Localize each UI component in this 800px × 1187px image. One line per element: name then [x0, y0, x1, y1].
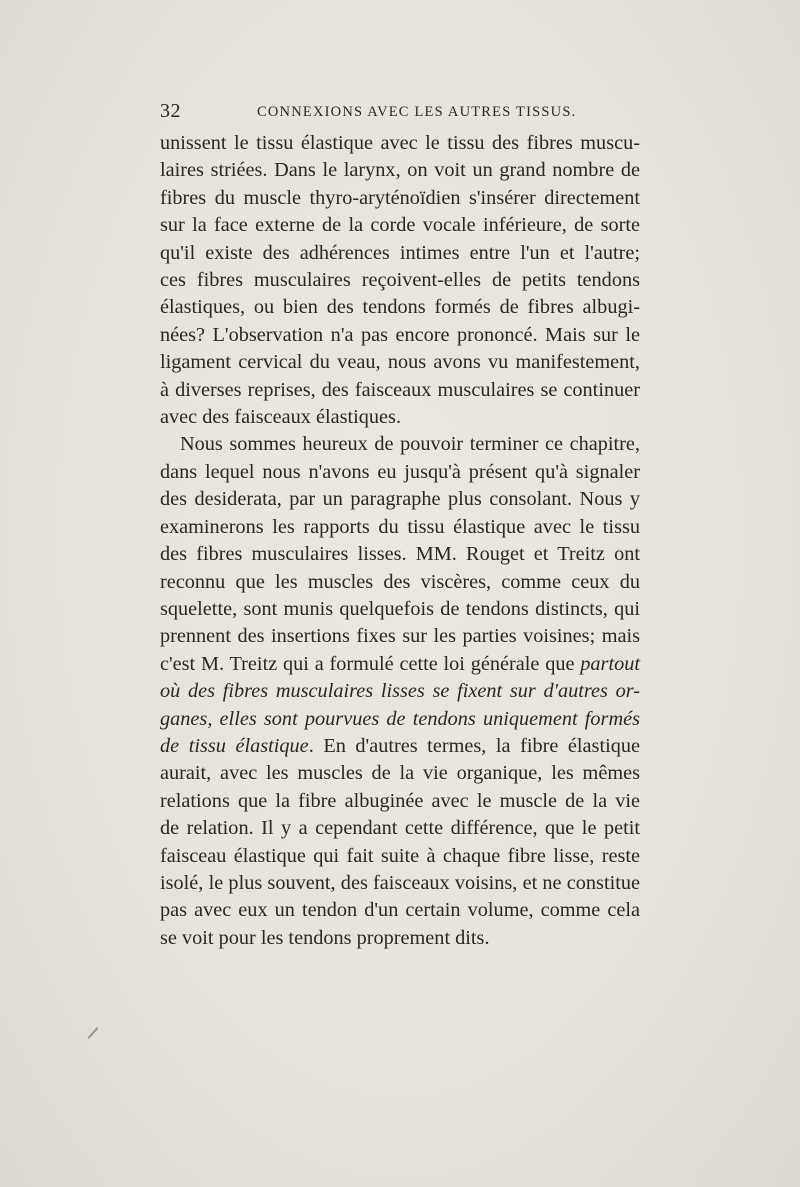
text-line [160, 678, 640, 705]
text-line: aurait, avec les muscles de la vie organique, les mêmes [160, 762, 640, 785]
text-line: élastiques, ou bien des tendons formés de fibres albugi- [160, 296, 640, 319]
text-line: prennent des insertions fixes sur les parties voisines; mais [160, 625, 640, 648]
line-roman-part: . En d'autres termes, la fibre élastique [308, 734, 640, 757]
italic-phrase: de tissu élastique [160, 734, 309, 757]
text-line: squelette, sont munis quelquefois de tendons distincts, qui [160, 597, 640, 620]
text-line: faisceau élastique qui fait suite à chaque fibre lisse, reste [160, 844, 640, 867]
italic-phrase: partout [580, 652, 640, 675]
text-line: ligament cervical du veau, nous avons vu manifestement, [160, 351, 640, 374]
text-line: avec des faisceaux élastiques. [160, 406, 402, 429]
text-line: ces fibres musculaires reçoivent-elles de petits tendons [160, 269, 640, 292]
page-number: 32 [160, 100, 181, 122]
text-line: pas avec eux un tendon d'un certain volume, comme cela [160, 899, 640, 922]
paragraph-2 [160, 431, 640, 952]
page-header [160, 100, 640, 128]
text-line: fibres du muscle thyro-aryténoïdien s'insérer directement [160, 186, 640, 209]
text-line: se voit pour les tendons proprement dits. [160, 926, 490, 949]
text-line: nées? L'observation n'a pas encore prononcé. Mais sur le [160, 323, 640, 346]
text-line: de relation. Il y a cependant cette différence, que le petit [160, 817, 640, 840]
text-line: laires striées. Dans le larynx, on voit un grand nombre de [160, 159, 640, 182]
text-line: à diverses reprises, des faisceaux musculaires se continuer [160, 378, 640, 401]
running-title: CONNEXIONS AVEC LES AUTRES TISSUS. [257, 104, 577, 120]
text-line [160, 651, 640, 678]
body-text [160, 130, 640, 952]
paragraph-1 [160, 130, 640, 431]
text-line: sur la face externe de la corde vocale inférieure, de sorte [160, 214, 640, 237]
pencil-mark [88, 1027, 99, 1039]
line-roman-part: c'est M. Treitz qui a formulé cette loi générale que [160, 652, 581, 675]
text-line: relations que la fibre albuginée avec le muscle de la vie [160, 789, 640, 812]
text-line: qu'il existe des adhérences intimes entre l'un et l'autre; [160, 241, 640, 264]
text-line: des fibres musculaires lisses. MM. Rouget et Treitz ont [160, 543, 640, 566]
text-line [160, 706, 640, 733]
text-line [160, 733, 640, 760]
text-line: dans lequel nous n'avons eu jusqu'à présent qu'à signaler [160, 460, 640, 483]
text-line: Nous sommes heureux de pouvoir terminer ce chapitre, [180, 433, 640, 456]
italic-phrase: où des fibres musculaires lisses se fixent sur d'autres or- [160, 680, 640, 703]
text-line: des desiderata, par un paragraphe plus consolant. Nous y [160, 488, 640, 511]
text-line: unissent le tissu élastique avec le tissu des fibres muscu- [160, 132, 640, 154]
text-line: examinerons les rapports du tissu élastique avec le tissu [160, 515, 640, 538]
italic-phrase: ganes, elles sont pourvues de tendons uniquement formés [160, 707, 640, 730]
text-line: isolé, le plus souvent, des faisceaux voisins, et ne constitue [160, 871, 640, 894]
text-line: reconnu que les muscles des viscères, comme ceux du [160, 570, 640, 593]
